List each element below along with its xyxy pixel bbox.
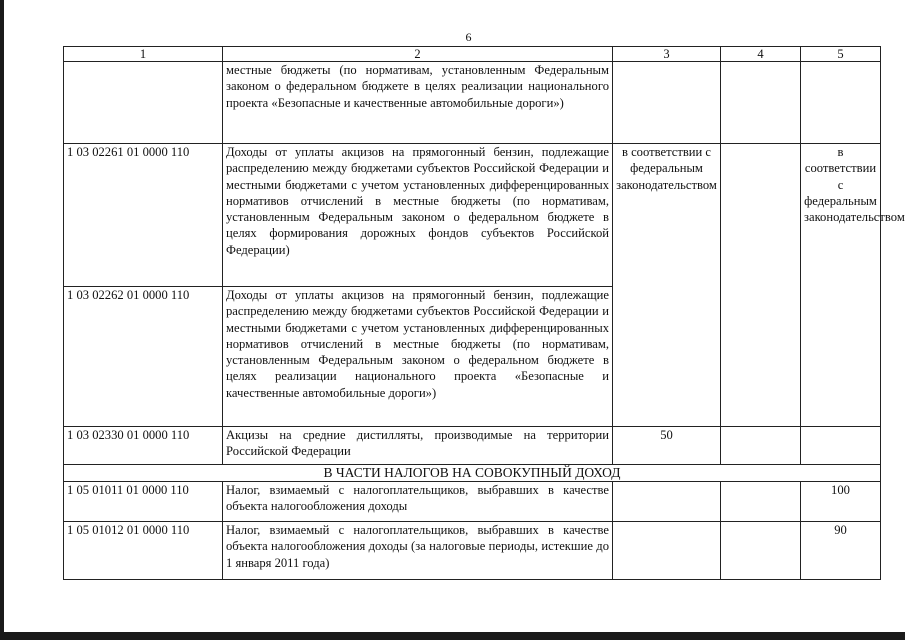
budget-code-cell: 1 05 01012 01 0000 110 xyxy=(64,522,223,580)
value-col5-cell xyxy=(801,62,881,144)
column-header-2: 2 xyxy=(223,47,613,62)
scan-edge-bottom xyxy=(0,632,905,640)
budget-code-cell: 1 05 01011 01 0000 110 xyxy=(64,482,223,522)
value-col3-cell xyxy=(613,62,721,144)
column-header-1: 1 xyxy=(64,47,223,62)
table-row xyxy=(64,427,881,465)
value-col3-cell xyxy=(613,522,721,580)
budget-code-cell: 1 03 02261 01 0000 110 xyxy=(64,144,223,287)
budget-code-cell: 1 03 02262 01 0000 110 xyxy=(64,287,223,427)
budget-code-cell xyxy=(64,62,223,144)
description-cell: Налог, взимаемый с налогоплательщиков, выбравших в качестве объекта налогообложения доходы xyxy=(223,482,613,522)
column-number-row xyxy=(64,47,881,62)
column-header-4: 4 xyxy=(721,47,801,62)
description-cell: Доходы от уплаты акцизов на прямогонный бензин, подлежащие распределению между бюджетами субъектов Российской Федерации и местными бюджетами с учетом установленных дифференцированных нормативов отчислений в местные бюджеты (по нормативам, установленным Федеральным законом о федеральном бюджете в целях формирования дорожных фондов субъектов Российской Федерации) xyxy=(223,144,613,287)
value-col4-cell xyxy=(721,482,801,522)
value-col4-cell xyxy=(721,427,801,465)
section-header-row xyxy=(64,465,881,482)
description-cell: Доходы от уплаты акцизов на прямогонный бензин, подлежащие распределению между бюджетами субъектов Российской Федерации и местными бюджетами с учетом установленных дифференцированных нормативов отчислений в местные бюджеты (по нормативам, установленным Федеральным законом о федеральном бюджете в целях реализации национального проекта «Безопасные и качественные автомобильные дороги») xyxy=(223,287,613,427)
law-reference-col3-cell: в соответствии с федеральным законодательством xyxy=(613,144,721,427)
description-cell: местные бюджеты (по нормативам, установленным Федеральным законом о федеральном бюджете в целях реализации национального проекта «Безопасные и качественные автомобильные дороги») xyxy=(223,62,613,144)
table-row xyxy=(64,482,881,522)
merged-col4-cell xyxy=(721,144,801,427)
law-reference-col5-cell: в соответствии с федеральным законодательством xyxy=(801,144,881,427)
description-cell: Налог, взимаемый с налогоплательщиков, выбравших в качестве объекта налогообложения доходы (за налоговые периоды, истекшие до 1 января 2011 года) xyxy=(223,522,613,580)
value-col5-cell: 90 xyxy=(801,522,881,580)
value-col5-cell xyxy=(801,427,881,465)
budget-income-table xyxy=(63,46,905,580)
value-col5-cell: 100 xyxy=(801,482,881,522)
budget-code-cell: 1 03 02330 01 0000 110 xyxy=(64,427,223,465)
description-cell: Акцизы на средние дистилляты, производимые на территории Российской Федерации xyxy=(223,427,613,465)
table-row xyxy=(64,62,881,144)
column-header-5: 5 xyxy=(801,47,881,62)
value-col4-cell xyxy=(721,62,801,144)
column-header-3: 3 xyxy=(613,47,721,62)
value-col3-cell xyxy=(613,482,721,522)
value-col3-cell: 50 xyxy=(613,427,721,465)
page-number: 6 xyxy=(465,30,472,44)
value-col4-cell xyxy=(721,522,801,580)
table-row xyxy=(64,522,881,580)
scan-edge-left xyxy=(0,0,4,640)
table-row xyxy=(64,144,881,287)
section-header: В ЧАСТИ НАЛОГОВ НА СОВОКУПНЫЙ ДОХОД xyxy=(64,465,881,482)
